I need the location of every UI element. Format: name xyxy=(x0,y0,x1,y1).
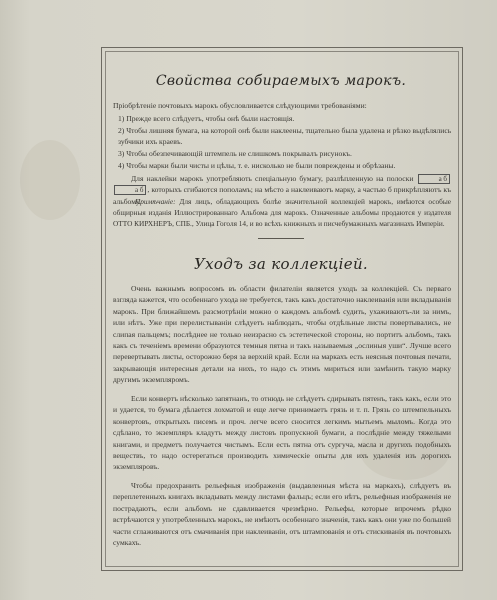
requirement-item: 4) Чтобы марки были чисты и цѣлы, т. е. нисколько не были повреждены и обрѣзаны. xyxy=(118,161,396,170)
paste-text-after: , которыхъ сгибаются пополамъ; на мѣсто а наклеиваютъ марку, а частью б прикрѣпляютъ къ альбому. xyxy=(113,185,451,206)
requirement-item: 2) Чтобы лишняя бумага, на которой онѣ были наклеены, тщательно была удалена и рѣзко выдѣлялись зубчики ихъ краевъ. xyxy=(118,126,452,147)
note-paragraph xyxy=(113,196,451,229)
section-divider xyxy=(258,238,304,239)
section-title-stamp-properties: Свойства собираемыхъ марокъ. xyxy=(155,73,407,89)
care-paragraph: Если конвертъ нѣсколько запятнанъ, то отнюдь не слѣдуетъ сдирывать пятенъ, такъ какъ, если это и удается, то бумага дѣлается лохматой и еще легче принимаетъ грязь и т. п. Грязь со штемпельныхъ конвертовъ, открытыхъ писемъ и проч. легче всего сносится легкимъ мытьемъ мыломъ. Когда это сдѣлано, то экземпляръ кладутъ между листовъ пропускной бумаги, а послѣдніе между тяжелыми книгами, и предметъ получается чистымъ. Если есть пятна отъ сургуча, масла и другихъ подобныхъ веществъ, то надо остерегаться производить химическіе опыты для ихъ удаленія изъ дорогихъ экземпляровъ. xyxy=(113,394,451,472)
note-text: Для лицъ, обладающихъ болѣе значительной коллекціей марокъ, имѣются особые общирныя изданія Иллюстрированнаго Альбома для марокъ. Означенные альбомы продаются у издателя ОТТО КИРХНЕРЪ, СПБ., Улица Гоголя 14, и во всѣхъ книжныхъ и писчебумажныхъ магазинахъ Имперіи. xyxy=(113,197,452,228)
note-label: Примѣчаніе: xyxy=(135,197,176,206)
diagram-box-a: а б xyxy=(418,174,450,184)
care-paragraph: Чтобы предохранить рельефныя изображенія (выдавленныя мѣста на маркахъ), слѣдуетъ въ переплетенныхъ книгахъ вкладывать между листами фальцъ; если его нѣтъ, рельефныя изображенія не пострадаютъ, если альбомъ не сдавливается чрезмѣрно. Рельефы, которые впрочемъ рѣдко встрѣчаются у употребленныхъ марокъ, не имѣютъ особеннаго значенія, такъ какъ они уже по большей части сглаживаются отъ смачиванія при наклеиваніи, отъ штампованія и отъ стискиванія въ почтовыхъ сумкахъ. xyxy=(113,481,451,548)
section-title-collection-care: Уходъ за коллекціей. xyxy=(194,255,368,273)
requirement-item: 3) Чтобы обезпечивающій штемпель не слишкомъ покрывалъ рисунокъ. xyxy=(118,149,352,158)
paper-stain xyxy=(20,140,80,220)
intro-text: Пріобрѣтеніе почтовыхъ марокъ обусловливается слѣдующими требованіями: xyxy=(113,101,367,110)
diagram-box-b: а б xyxy=(114,185,146,195)
requirement-item: 1) Прежде всего слѣдуетъ, чтобы онѣ были настоящія. xyxy=(118,114,295,123)
care-paragraph: Очень важнымъ вопросомъ въ области филателіи является уходъ за коллекціей. Съ перваго взгляда кажется, что особеннаго ухода не требуется, такъ какъ достаточно наклеиванія или вкладыванія марокъ. При ближайшемъ разсмотрѣніи можно о каждомъ альбомѣ судить, ухаживаютъ-ли за нимъ, или нѣтъ. Уже при перелистываніи слѣдуетъ наблюдать, чтобы отдѣльные листы повертывались, не слипая пальцемъ; послѣднее не только неизрасно съ эстетической стороны, но портитъ альбомъ, такъ какъ съ теченіемъ времени образуются темныя пятна и такъ называемыя „ослиныя уши“. Лучше всего перевертывать листы, осторожно беря за верхній край. Если на маркахъ есть неясныя почтовыя печати, закрывающія интересныя детали на нихъ, то надо съ этимъ мириться или замѣнить такую марку другимъ экземпляромъ. xyxy=(113,284,451,385)
paste-text-before: Для наклейки марокъ употребляють спеціальную бумагу, разлѣпленную на полоски xyxy=(131,174,414,183)
